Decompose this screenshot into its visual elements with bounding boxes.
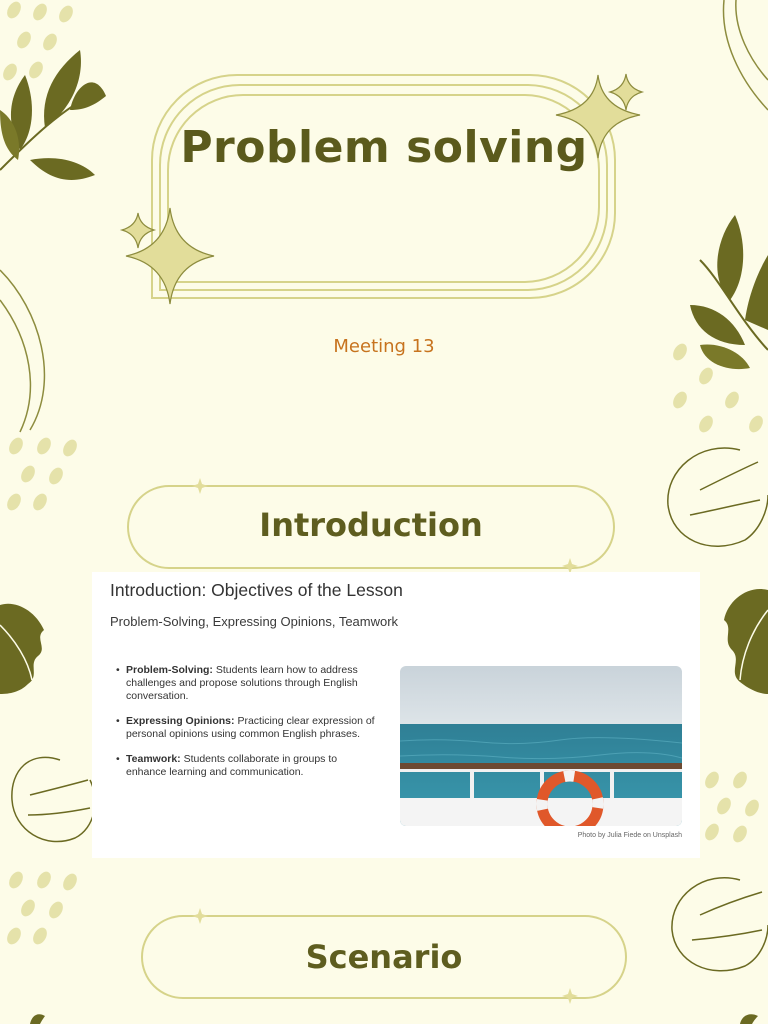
sea-photo — [400, 666, 682, 826]
photo-credit: Photo by Julia Fiede on Unsplash — [577, 832, 682, 839]
bullet-term: Problem-Solving: — [126, 664, 213, 676]
dot-pattern-left-1 — [4, 435, 79, 513]
dot-pattern-left-2 — [4, 869, 79, 947]
bullet-text: Students collaborate in groups to enhance learning and communication. — [126, 753, 338, 778]
meeting-subtitle: Meeting 13 — [333, 336, 435, 357]
serrated-leaf-left-icon — [0, 604, 44, 694]
bullet-text: Practicing clear expression of personal opinions using common English phrases. — [126, 715, 375, 740]
serrated-leaf-right-icon — [724, 589, 768, 694]
objectives-list — [116, 664, 376, 791]
dot-pattern-right-2 — [702, 769, 761, 845]
leaf-fragment-bottom-right-icon — [740, 1014, 758, 1024]
slide-subtitle: Problem-Solving, Expressing Opinions, Teamwork — [110, 614, 399, 629]
slide-title: Introduction: Objectives of the Lesson — [110, 580, 403, 600]
curve-lines — [0, 0, 768, 432]
list-item — [116, 753, 376, 779]
leaf-fragment-bottom-left-icon — [30, 1014, 45, 1024]
objectives-slide — [92, 572, 700, 858]
list-item — [116, 664, 376, 703]
title-frame — [152, 75, 615, 298]
introduction-heading: Introduction — [259, 506, 483, 544]
scenario-heading: Scenario — [305, 938, 463, 976]
bullet-term: Teamwork: — [126, 753, 181, 765]
page-title: Problem solving — [180, 122, 588, 173]
bullet-term: Expressing Opinions: — [126, 715, 235, 727]
bullet-text: Students learn how to address challenges and propose solutions through English conversation. — [126, 664, 358, 702]
list-item — [116, 715, 376, 741]
